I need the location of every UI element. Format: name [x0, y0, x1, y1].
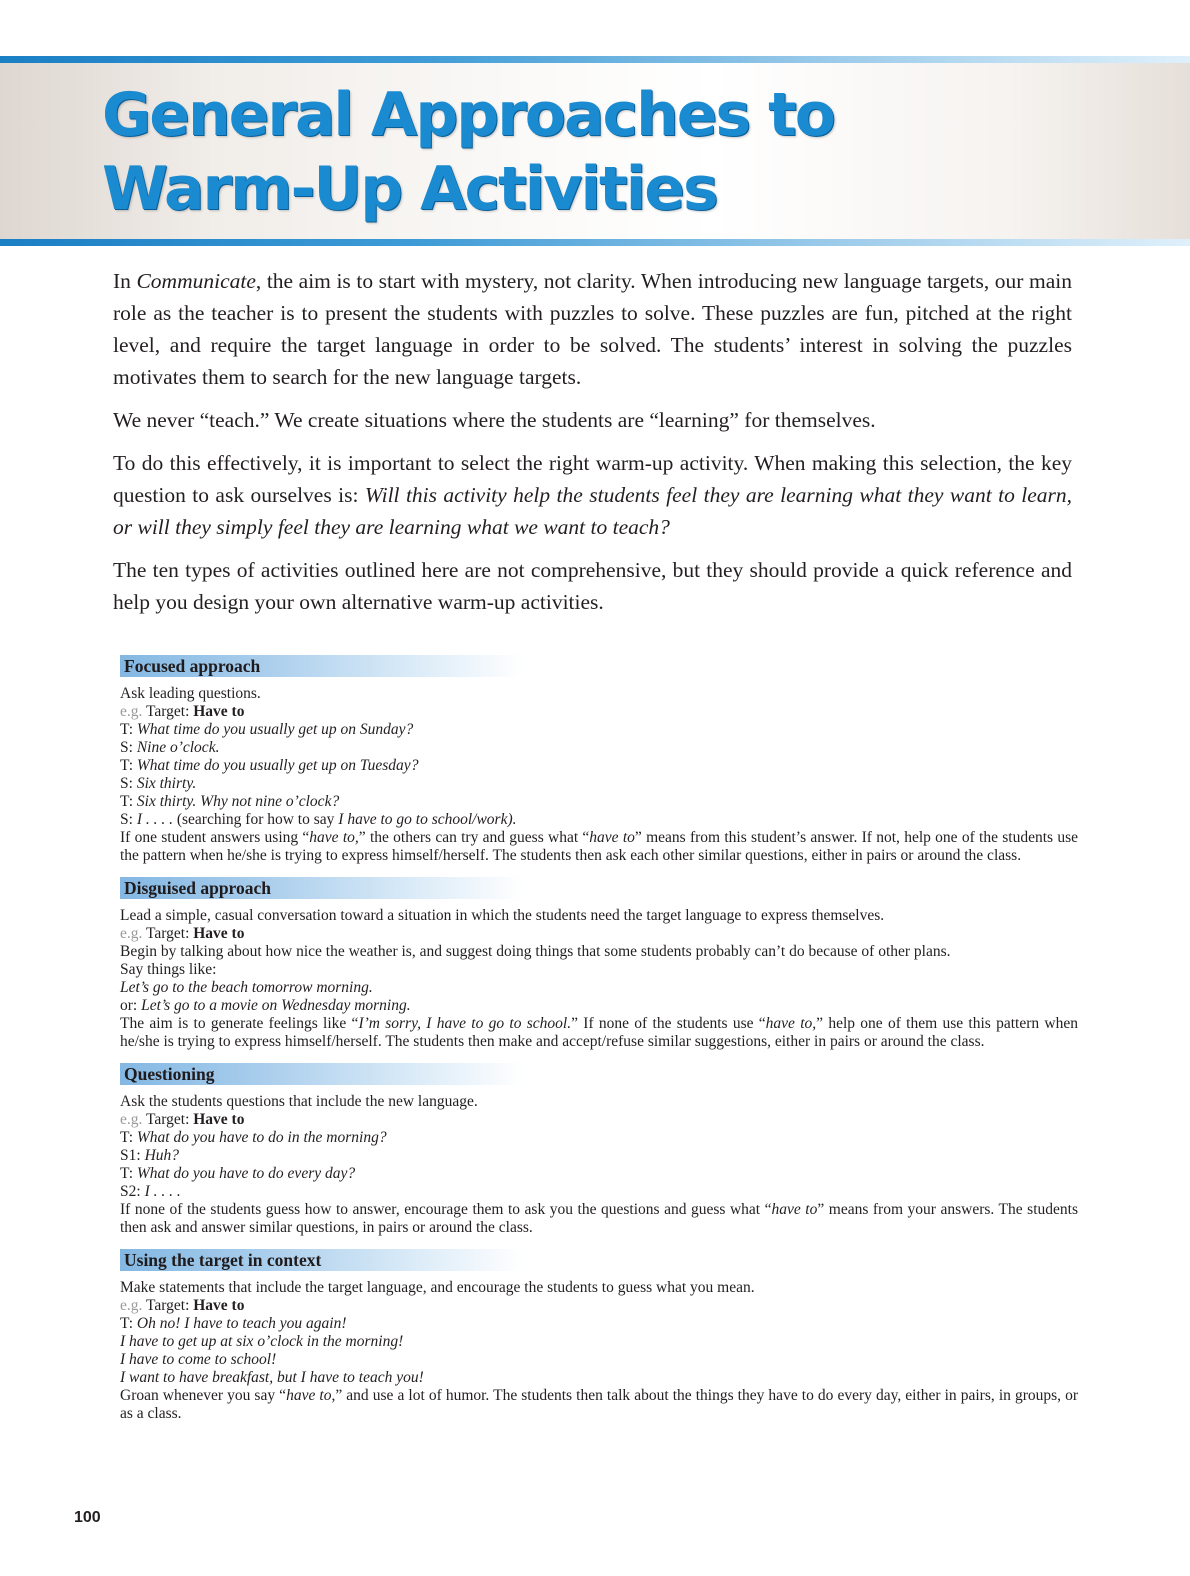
text-span: Target:	[142, 1297, 194, 1314]
dialogue-line	[120, 1183, 1078, 1201]
text-span: Target:	[142, 925, 194, 942]
section-heading: Disguised approach	[120, 877, 524, 899]
speaker-label: S:	[120, 739, 137, 756]
target-value: Have to	[193, 925, 245, 942]
title-banner	[0, 56, 1190, 246]
example-line	[120, 979, 1078, 997]
text-line: Lead a simple, casual conversation toward a situation in which the students need the target language to express themselves.	[120, 907, 885, 924]
dialogue-line	[120, 1351, 1078, 1369]
text-span: ” means from this student’s answer. If not, help one of the students use the pattern when he/she is trying to express himself/herself. The students then ask each other similar questions, either in pairs or around the class.	[120, 829, 1078, 864]
section-using-target-in-context	[120, 1249, 1078, 1423]
example-text: Let’s go to a movie on Wednesday morning.	[141, 997, 411, 1014]
eg-label: e.g.	[120, 1297, 143, 1314]
explanation	[120, 1201, 1078, 1237]
intro-paragraph-4: The ten types of activities outlined here are not comprehensive, but they should provide a quick reference and help you design your own alternative warm-up activities.	[113, 558, 1072, 614]
text-span: , the aim is to start with mystery, not clarity. When introducing new language targets, our main role as the teacher is to present the students with puzzles to solve. These puzzles are fun, pitched at the right level, and require the target language in order to be solved. The students’ interest in solving the puzzles motivates them to search for the new language targets.	[113, 269, 1072, 389]
page-title-line-2: Warm-Up Activities	[102, 154, 717, 224]
target-value: Have to	[193, 703, 245, 720]
dialogue-line	[120, 1315, 1078, 1333]
page-title-line-1: General Approaches to	[102, 80, 834, 150]
text-span: To do this effectively, it is important to select the right warm-up activity. When making this selection, the key question to ask ourselves is:	[113, 451, 1072, 507]
section-heading: Questioning	[120, 1063, 524, 1085]
dialogue-text: I . . . .	[136, 811, 173, 828]
section-heading: Focused approach	[120, 655, 524, 677]
target-line	[120, 1111, 1078, 1129]
text-span: If none of the students guess how to answer, encourage them to ask you the questions and guess what “	[120, 1201, 772, 1218]
text-span: The aim is to generate feelings like “	[120, 1015, 359, 1032]
dialogue-line	[120, 1129, 1078, 1147]
emphasis: I’m sorry, I have to go to school.	[358, 1015, 572, 1032]
emphasis: have to,	[765, 1015, 817, 1032]
text-span: In	[113, 269, 137, 293]
eg-label: e.g.	[120, 1111, 143, 1128]
dialogue-text: Six thirty. Why not nine o’clock?	[136, 793, 340, 810]
speaker-label: S:	[120, 811, 137, 828]
page-number: 100	[74, 1509, 101, 1526]
target-line	[120, 925, 1078, 943]
section-disguised-approach	[120, 877, 1078, 1051]
text-line: Make statements that include the target language, and encourage the students to guess what you mean.	[120, 1279, 755, 1296]
dialogue-line	[120, 793, 1078, 811]
text-line: Begin by talking about how nice the weather is, and suggest doing things that some students probably can’t do because of other plans.	[120, 943, 951, 960]
section-heading: Using the target in context	[120, 1249, 524, 1271]
text-line: Ask leading questions.	[120, 685, 261, 702]
intro-text	[113, 265, 1072, 629]
example-text: Let’s go to the beach tomorrow morning.	[120, 979, 373, 996]
activity-sections	[120, 655, 1078, 1435]
banner-bottom-rule	[0, 239, 1190, 246]
dialogue-text: I have to get up at six o’clock in the morning!	[120, 1333, 404, 1350]
speaker-label: T:	[120, 793, 137, 810]
dialogue-text: What do you have to do every day?	[136, 1165, 356, 1182]
dialogue-text: Six thirty.	[136, 775, 197, 792]
text-span: (searching for how to say	[172, 811, 339, 828]
dialogue-line	[120, 775, 1078, 793]
speaker-label: S:	[120, 775, 137, 792]
dialogue-line	[120, 1147, 1078, 1165]
section-focused-approach	[120, 655, 1078, 865]
target-line	[120, 703, 1078, 721]
text-span: ” means from your answers. The students then ask and answer similar questions, in pairs or around the class.	[120, 1201, 1078, 1236]
dialogue-text: Huh?	[144, 1147, 180, 1164]
eg-label: e.g.	[120, 925, 143, 942]
target-value: Have to	[193, 1297, 245, 1314]
emphasis: have to,	[309, 829, 359, 846]
book-title: Communicate	[136, 269, 256, 293]
dialogue-text: I . . . .	[144, 1183, 181, 1200]
dialogue-line	[120, 811, 1078, 829]
dialogue-line	[120, 1333, 1078, 1351]
text-span: ” help one of them use this pattern when he/she is trying to express himself/herself. The students then make and accept/refuse similar suggestions, either in pairs or around the class.	[120, 1015, 1078, 1050]
text-span: ” If none of the students use “	[571, 1015, 766, 1032]
dialogue-text: Nine o’clock.	[136, 739, 220, 756]
dialogue-text: I have to go to school/work).	[338, 811, 517, 828]
dialogue-line	[120, 1165, 1078, 1183]
intro-paragraph-3	[113, 447, 1072, 543]
target-value: Have to	[193, 1111, 245, 1128]
dialogue-text: What do you have to do in the morning?	[136, 1129, 387, 1146]
target-line	[120, 1297, 1078, 1315]
dialogue-line	[120, 1369, 1078, 1387]
dialogue-line	[120, 757, 1078, 775]
speaker-label: T:	[120, 757, 137, 774]
dialogue-text: What time do you usually get up on Tuesday?	[136, 757, 419, 774]
explanation	[120, 829, 1078, 865]
emphasis: have to	[286, 1387, 332, 1404]
speaker-label: T:	[120, 1315, 137, 1332]
text-span: Target:	[142, 703, 194, 720]
explanation	[120, 1015, 1078, 1051]
text-span: ” the others can try and guess what “	[358, 829, 590, 846]
text-span: Groan whenever you say “	[120, 1387, 287, 1404]
speaker-label: S1:	[120, 1147, 145, 1164]
speaker-label: T:	[120, 721, 137, 738]
text-span: ,” and use a lot of humor. The students then talk about the things they have to do every day, either in pairs, in groups, or as a class.	[120, 1387, 1078, 1422]
dialogue-text: What time do you usually get up on Sunday?	[136, 721, 414, 738]
intro-paragraph-1	[113, 265, 1072, 393]
speaker-label: T:	[120, 1165, 137, 1182]
dialogue-line	[120, 721, 1078, 739]
text-span: If one student answers using “	[120, 829, 310, 846]
intro-paragraph-2: We never “teach.” We create situations where the students are “learning” for themselves.	[113, 408, 876, 432]
page-title	[102, 78, 834, 226]
emphasis: have to	[589, 829, 635, 846]
emphasis: have to	[771, 1201, 818, 1218]
explanation	[120, 1387, 1078, 1423]
section-questioning	[120, 1063, 1078, 1237]
key-question: Will this activity help the students feel they are learning what they want to learn, or will they simply feel they are learning what we want to teach?	[113, 483, 1072, 539]
dialogue-text: I want to have breakfast, but I have to teach you!	[120, 1369, 424, 1386]
text-span: Target:	[142, 1111, 194, 1128]
example-line	[120, 997, 1078, 1015]
text-line: Say things like:	[120, 961, 217, 978]
speaker-label: T:	[120, 1129, 137, 1146]
banner-top-rule	[0, 56, 1190, 63]
speaker-label: S2:	[120, 1183, 145, 1200]
text-line: Ask the students questions that include the new language.	[120, 1093, 478, 1110]
eg-label: e.g.	[120, 703, 143, 720]
dialogue-line	[120, 739, 1078, 757]
dialogue-text: I have to come to school!	[120, 1351, 277, 1368]
text-span: or:	[120, 997, 142, 1014]
dialogue-text: Oh no! I have to teach you again!	[136, 1315, 347, 1332]
